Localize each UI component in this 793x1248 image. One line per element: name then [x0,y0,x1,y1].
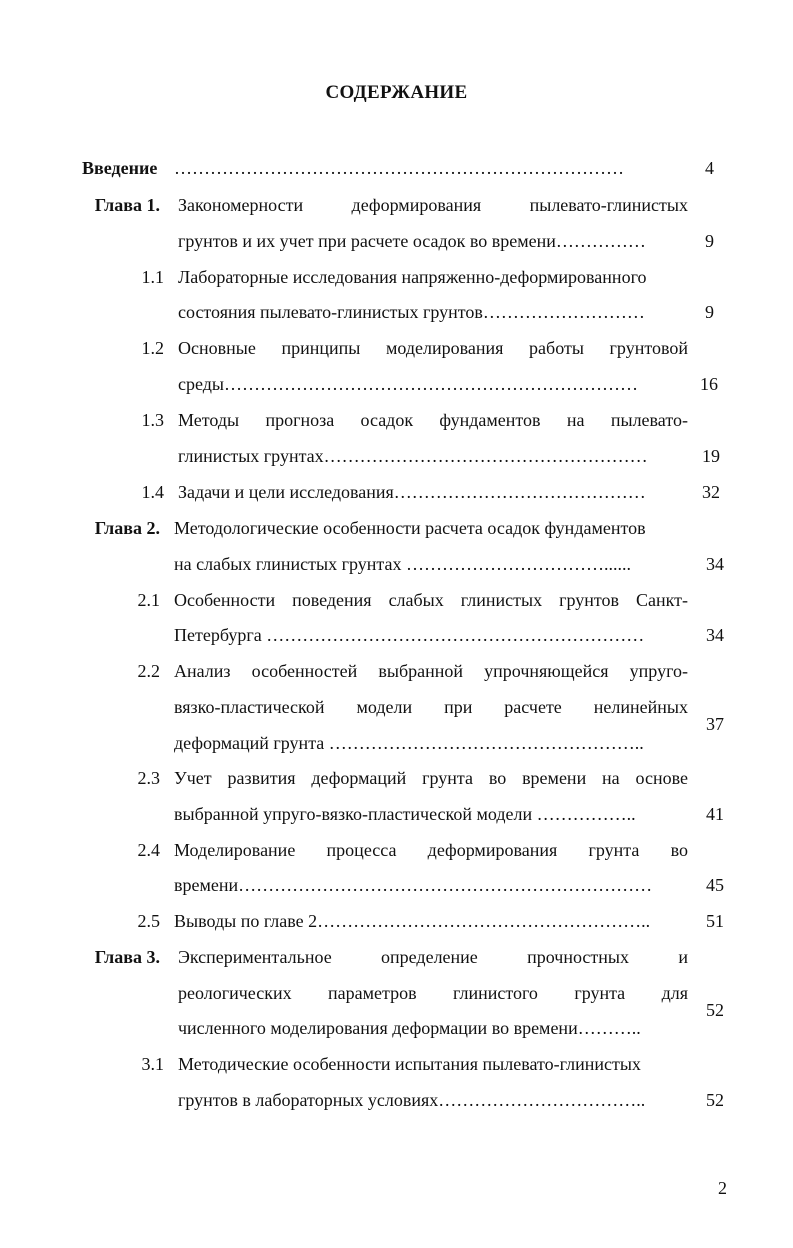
toc-word: Моделирование [174,840,296,860]
toc-title-line: Петербурга ……………………………………………………… [174,625,645,645]
toc-title-line: грунтов и их учет при расчете осадок во времени…………… [178,231,646,251]
toc-title-line: среды…………………………………………………………… [178,374,638,394]
toc-page-number: 32 [702,482,720,502]
toc-page-number: 34 [706,554,724,574]
toc-word: работы [529,338,584,358]
toc-word: грунтовой [609,338,688,358]
toc-word: фундаментов [439,410,541,430]
toc-title-line: Методические особенности испытания пылевато-глинистых [178,1054,641,1074]
toc-word: грунта [588,840,640,860]
toc-word: на [566,410,585,430]
toc-title-line: численного моделирования деформации во времени……….. [178,1018,641,1038]
toc-label: 2.1 [137,590,160,610]
toc-page-number: 34 [706,625,724,645]
toc-word: вязко-пластической [174,697,325,717]
toc-dots: ………………………………………………………………… [174,158,624,178]
toc-title-line: Задачи и цели исследования…………………………………… [178,482,646,502]
toc-word: определение [381,947,478,967]
toc-word: нелинейных [593,697,688,717]
toc-label: 2.2 [137,661,160,681]
toc-word: параметров [328,983,417,1003]
toc-title-line [174,695,688,719]
toc-word: пылевато- [610,410,688,430]
toc-title-line [178,408,688,432]
toc-word: упрочняющейся [484,661,609,681]
toc-word: осадок [360,410,414,430]
page-number: 2 [718,1178,727,1198]
toc-label: 2.3 [137,768,160,788]
toc-word: деформирования [351,195,482,215]
toc-title-line [178,336,688,360]
toc-label: 1.3 [141,410,164,430]
toc-word: выбранной [378,661,464,681]
toc-word: глинистого [453,983,538,1003]
toc-title-line [174,838,688,862]
toc-page-number: 52 [706,1000,724,1020]
toc-word: Учет [174,768,212,788]
toc-word: грунтов [559,590,619,610]
toc-word: основе [635,768,688,788]
toc-word: развития [227,768,296,788]
toc-page-number: 45 [706,875,724,895]
toc-word: Методы [178,410,240,430]
toc-word: грунта [422,768,473,788]
toc-label: 1.2 [141,338,164,358]
toc-label: 1.1 [141,267,164,287]
toc-label: Введение [82,158,158,178]
toc-word: Анализ [174,661,231,681]
toc-title-line [174,766,688,790]
toc-title-line: на слабых глинистых грунтах ……………………………...... [174,554,631,574]
toc-word: времени [522,768,587,788]
toc-word: расчете [504,697,562,717]
toc-word: процесса [326,840,397,860]
toc-page-number: 51 [706,911,724,931]
toc-word: Основные [178,338,256,358]
toc-title-line [178,193,688,217]
toc-word: моделирования [385,338,504,358]
page-title: СОДЕРЖАНИЕ [325,82,468,103]
toc-word: Особенности [174,590,276,610]
toc-word: поведения [292,590,372,610]
toc-word: упруго- [629,661,688,681]
toc-word: пылевато-глинистых [529,195,688,215]
toc-label: 3.1 [141,1054,164,1074]
toc-word: реологических [178,983,292,1003]
toc-label: 1.4 [141,482,164,502]
toc-word: грунта [574,983,626,1003]
toc-page-number: 9 [705,231,714,251]
toc-title-line: выбранной упруго-вязко-пластической модели …………….. [174,804,636,824]
toc-title-line: Методологические особенности расчета осадок фундаментов [174,518,646,538]
toc-word: модели [356,697,413,717]
toc-word: глинистых [460,590,543,610]
toc-title-line [178,981,688,1005]
toc-title-line: деформаций грунта …………………………………………….. [174,733,644,753]
toc-word: прочностных [527,947,630,967]
toc-word: деформирования [427,840,558,860]
toc-page-number: 16 [700,374,718,394]
toc-word: прогноза [265,410,335,430]
toc-title-line: Выводы по главе 2……………………………………………….. [174,911,651,931]
toc-word: при [444,697,473,717]
toc-title-line: Лабораторные исследования напряженно-деформированного [178,267,647,287]
toc-title-line [178,945,688,969]
toc-word: принципы [281,338,361,358]
toc-title-line [174,588,688,612]
toc-label: 2.5 [137,911,160,931]
toc-title-line: состояния пылевато-глинистых грунтов……………………… [178,302,645,322]
toc-label: Глава 2. [94,518,160,538]
toc-word: и [678,947,688,967]
toc-page-number: 4 [705,158,714,178]
toc-title-line: глинистых грунтах……………………………………………… [178,446,648,466]
toc-word: слабых [388,590,444,610]
toc-title-line [174,659,688,683]
toc-page-number: 19 [702,446,720,466]
toc-word: Санкт- [635,590,688,610]
toc-label: Глава 1. [94,195,160,215]
toc-word: особенностей [251,661,358,681]
toc-word: Закономерности [178,195,304,215]
toc-label: Глава 3. [94,947,160,967]
toc-page-number: 52 [706,1090,724,1110]
toc-page-number: 37 [706,714,724,734]
toc-word: деформаций [311,768,407,788]
toc-word: для [661,983,688,1003]
toc-word: Экспериментальное [178,947,332,967]
toc-word: на [602,768,620,788]
toc-title-line: грунтов в лабораторных условиях…………………………….. [178,1090,646,1110]
toc-page-number: 9 [705,302,714,322]
toc-label: 2.4 [137,840,160,860]
toc-word: во [488,768,507,788]
toc-word: во [670,840,688,860]
toc-page-number: 41 [706,804,724,824]
toc-title-line: времени…………………………………………………………… [174,875,653,895]
